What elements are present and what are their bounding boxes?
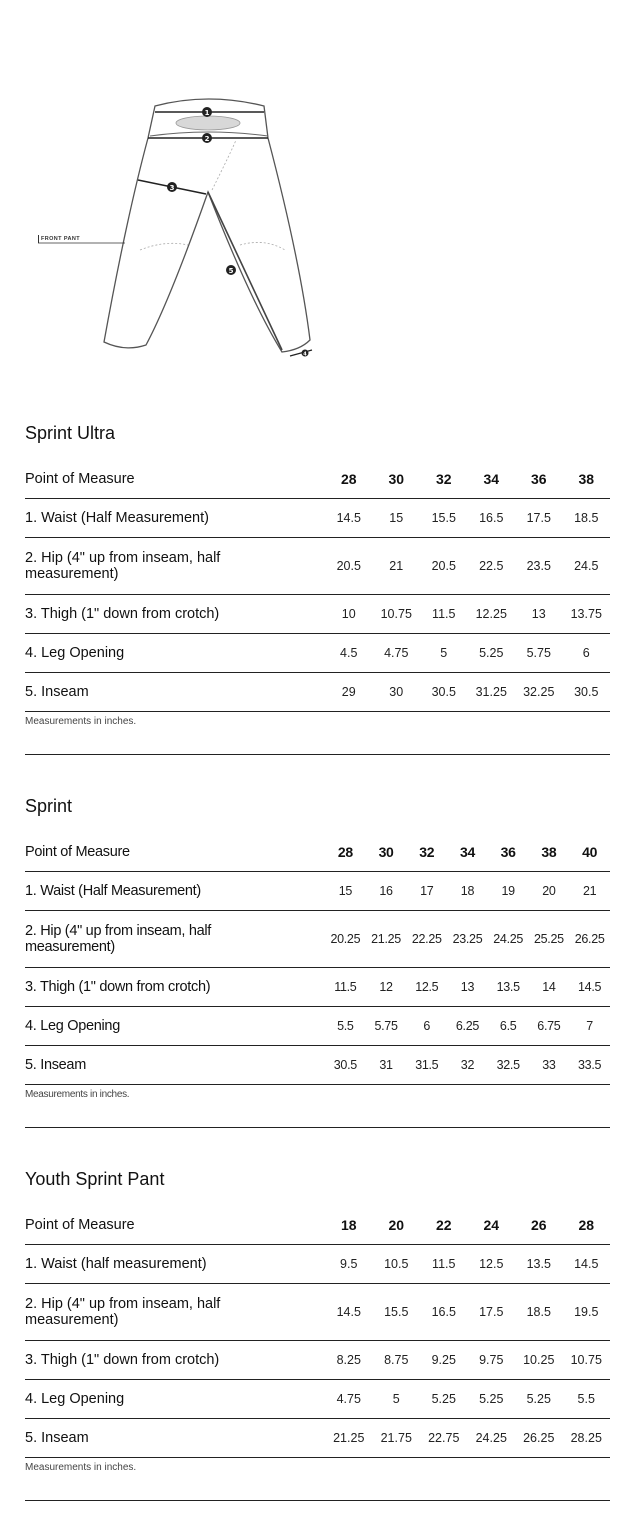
measure-value: 16.5 [420,1284,468,1341]
point-of-measure-header: Point of Measure [25,1205,325,1245]
table-row [25,499,610,538]
table-row [25,1284,610,1341]
size-header: 26 [515,1205,563,1245]
note-row [25,712,610,755]
front-pant-label: FRONT PANT [38,235,80,243]
note-row [25,1458,610,1501]
marker-5: 5 [228,267,234,275]
measure-label: 4. Leg Opening [25,634,325,673]
measure-value: 9.25 [420,1341,468,1380]
measure-value: 21 [373,538,421,595]
measure-label: 5. Inseam [25,1419,325,1458]
measure-value: 17 [406,872,447,911]
measure-value: 24.25 [488,911,529,968]
marker-1: 1 [204,109,210,117]
measure-value: 15 [373,499,421,538]
size-header: 20 [373,1205,421,1245]
measure-value: 13.5 [515,1245,563,1284]
measure-label: 4. Leg Opening [25,1380,325,1419]
measure-value: 21.25 [325,1419,373,1458]
size-header: 34 [447,832,488,872]
measure-value: 12.25 [468,595,516,634]
size-header: 38 [529,832,570,872]
measure-value: 13 [515,595,563,634]
measure-value: 31 [366,1046,407,1085]
measure-label: 3. Thigh (1" down from crotch) [25,968,325,1007]
measure-value: 5 [420,634,468,673]
measure-value: 14.5 [325,499,373,538]
measure-value: 29 [325,673,373,712]
measure-value: 14.5 [325,1284,373,1341]
table-row [25,538,610,595]
measure-value: 7 [569,1007,610,1046]
measure-value: 16 [366,872,407,911]
measure-value: 14.5 [563,1245,611,1284]
size-header: 28 [325,832,366,872]
measure-value: 5.25 [468,1380,516,1419]
measure-value: 20.25 [325,911,366,968]
size-header: 32 [420,459,468,499]
measure-value: 5.25 [420,1380,468,1419]
measure-label: 2. Hip (4" up from inseam, half measurement) [25,911,325,968]
point-of-measure-header: Point of Measure [25,832,325,872]
size-chart-table [25,832,610,1128]
measure-value: 21.75 [373,1419,421,1458]
size-header: 36 [515,459,563,499]
measure-value: 18.5 [563,499,611,538]
table-row [25,872,610,911]
size-header: 34 [468,459,516,499]
measure-value: 12.5 [406,968,447,1007]
measure-value: 10.75 [563,1341,611,1380]
measure-value: 33.5 [569,1046,610,1085]
measurement-note: Measurements in inches. [25,1085,610,1128]
measure-value: 30 [373,673,421,712]
measure-value: 32.25 [515,673,563,712]
marker-2: 2 [204,135,210,143]
measure-value: 10 [325,595,373,634]
measure-value: 15.5 [420,499,468,538]
measure-value: 23.25 [447,911,488,968]
measure-value: 5.75 [515,634,563,673]
measure-value: 28.25 [563,1419,611,1458]
measure-value: 8.75 [373,1341,421,1380]
measure-value: 6.5 [488,1007,529,1046]
measure-value: 6 [563,634,611,673]
table-row [25,1341,610,1380]
measure-label: 5. Inseam [25,673,325,712]
point-of-measure-header: Point of Measure [25,459,325,499]
measure-value: 5.25 [468,634,516,673]
size-chart-table [25,1205,610,1501]
measure-value: 24.25 [468,1419,516,1458]
measure-value: 12 [366,968,407,1007]
measure-label: 3. Thigh (1" down from crotch) [25,595,325,634]
measure-value: 6.75 [529,1007,570,1046]
measure-value: 32.5 [488,1046,529,1085]
measure-value: 11.5 [420,1245,468,1284]
measure-value: 30.5 [325,1046,366,1085]
table-header-row [25,832,610,872]
measure-label: 2. Hip (4" up from inseam, half measurement) [25,538,325,595]
measure-value: 11.5 [325,968,366,1007]
note-row [25,1085,610,1128]
table-row [25,968,610,1007]
marker-3: 3 [169,184,175,192]
measure-value: 21.25 [366,911,407,968]
measure-label: 3. Thigh (1" down from crotch) [25,1341,325,1380]
sprint-section [25,794,610,1128]
measure-label: 1. Waist (half measurement) [25,1245,325,1284]
measure-label: 4. Leg Opening [25,1007,325,1046]
measure-value: 5.5 [325,1007,366,1046]
measure-value: 5.75 [366,1007,407,1046]
measure-value: 31.5 [406,1046,447,1085]
measure-value: 15.5 [373,1284,421,1341]
table-row [25,911,610,968]
measure-value: 4.75 [373,634,421,673]
measure-value: 6.25 [447,1007,488,1046]
measure-value: 9.75 [468,1341,516,1380]
measurement-note: Measurements in inches. [25,712,610,755]
size-chart-title: Sprint Ultra [25,423,116,443]
measure-value: 25.25 [529,911,570,968]
measure-value: 6 [406,1007,447,1046]
measure-value: 13.5 [488,968,529,1007]
table-row [25,1007,610,1046]
table-header-row [25,459,610,499]
measure-value: 10.5 [373,1245,421,1284]
marker-4: 4 [303,351,307,358]
size-header: 18 [325,1205,373,1245]
table-header-row [25,1205,610,1245]
measure-value: 31.25 [468,673,516,712]
measure-value: 24.5 [563,538,611,595]
measure-value: 26.25 [569,911,610,968]
measure-label: 2. Hip (4" up from inseam, half measurement) [25,1284,325,1341]
table-row [25,1245,610,1284]
measure-label: 1. Waist (Half Measurement) [25,872,325,911]
table-row [25,673,610,712]
measure-value: 5 [373,1380,421,1419]
measure-value: 30.5 [563,673,611,712]
measure-value: 9.5 [325,1245,373,1284]
table-row [25,1046,610,1085]
measurement-note: Measurements in inches. [25,1458,610,1501]
size-chart-title: Sprint [25,796,73,816]
measure-value: 13 [447,968,488,1007]
size-header: 24 [468,1205,516,1245]
size-header: 30 [366,832,407,872]
measure-value: 30.5 [420,673,468,712]
measure-value: 26.25 [515,1419,563,1458]
measure-value: 4.75 [325,1380,373,1419]
measure-value: 10.25 [515,1341,563,1380]
measure-value: 19.5 [563,1284,611,1341]
measure-value: 32 [447,1046,488,1085]
measure-value: 11.5 [420,595,468,634]
measure-value: 18 [447,872,488,911]
size-header: 38 [563,459,611,499]
measure-label: 1. Waist (Half Measurement) [25,499,325,538]
measure-value: 20 [529,872,570,911]
measure-value: 17.5 [515,499,563,538]
size-chart-title: Youth Sprint Pant [25,1169,165,1189]
size-header: 28 [563,1205,611,1245]
size-header: 30 [373,459,421,499]
size-header: 36 [488,832,529,872]
table-row [25,1380,610,1419]
size-header: 22 [420,1205,468,1245]
table-row [25,595,610,634]
measure-value: 33 [529,1046,570,1085]
measure-value: 5.25 [515,1380,563,1419]
table-row [25,1419,610,1458]
measure-label: 5. Inseam [25,1046,325,1085]
measure-value: 10.75 [373,595,421,634]
measure-value: 16.5 [468,499,516,538]
youth-sprint-pant-section [25,1167,610,1501]
measure-value: 17.5 [468,1284,516,1341]
measure-value: 20.5 [420,538,468,595]
measure-value: 19 [488,872,529,911]
measure-value: 8.25 [325,1341,373,1380]
measure-value: 23.5 [515,538,563,595]
measure-value: 15 [325,872,366,911]
size-header: 40 [569,832,610,872]
measure-value: 13.75 [563,595,611,634]
measure-value: 14.5 [569,968,610,1007]
measure-value: 5.5 [563,1380,611,1419]
measure-value: 22.75 [420,1419,468,1458]
size-header: 28 [325,459,373,499]
size-header: 32 [406,832,447,872]
measure-value: 18.5 [515,1284,563,1341]
size-chart-table [25,459,610,755]
table-row [25,634,610,673]
measure-value: 12.5 [468,1245,516,1284]
measure-value: 22.5 [468,538,516,595]
measure-value: 21 [569,872,610,911]
measure-value: 4.5 [325,634,373,673]
measure-value: 20.5 [325,538,373,595]
measure-value: 22.25 [406,911,447,968]
pant-measurement-diagram [0,0,632,380]
measure-value: 14 [529,968,570,1007]
sprint-ultra-section [25,421,610,755]
front-pant-illustration [0,0,632,380]
